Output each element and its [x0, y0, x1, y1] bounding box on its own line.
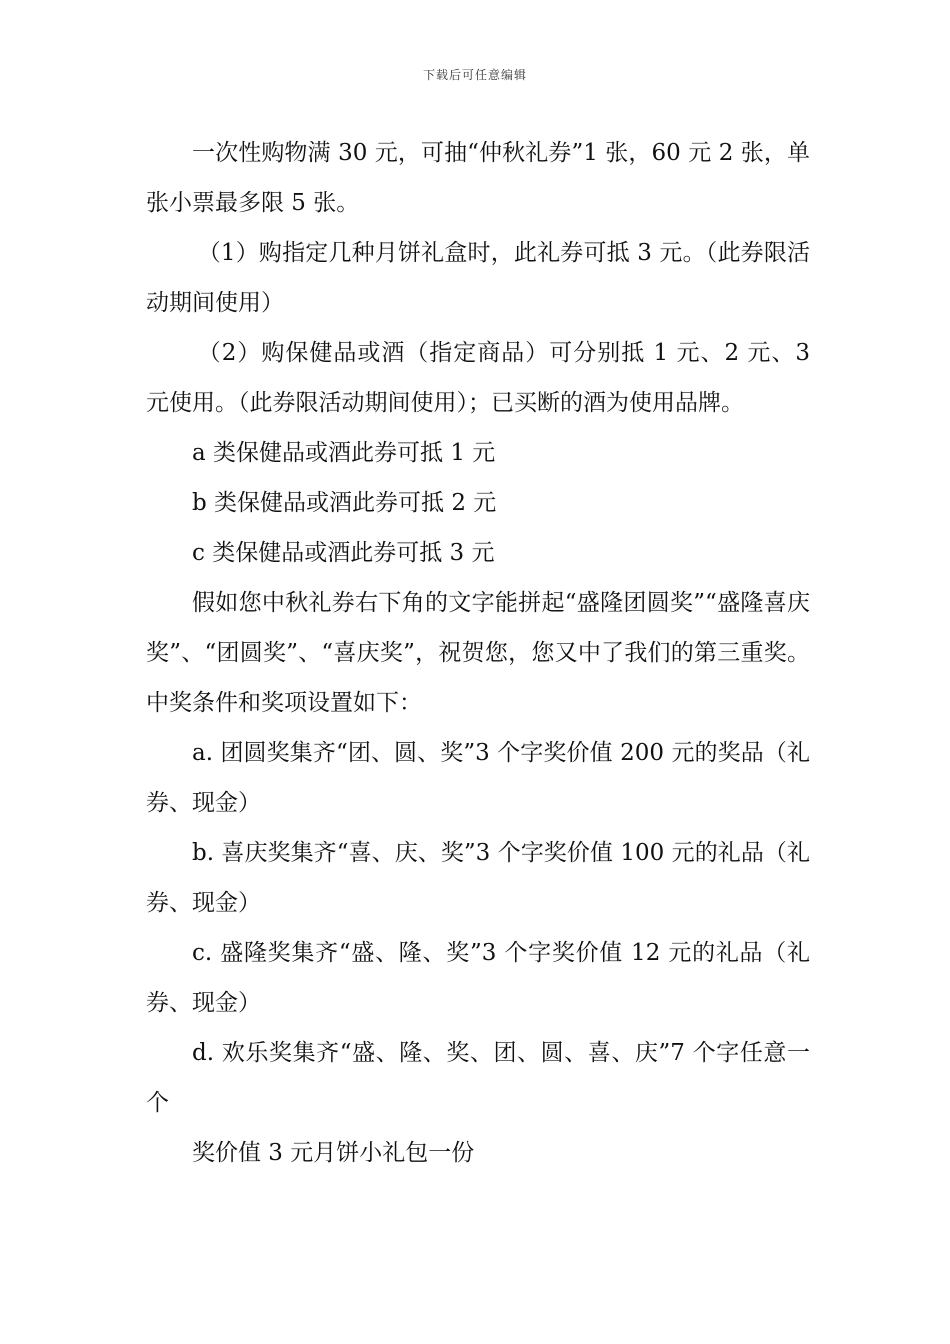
paragraph-mooncake-voucher: （1）购指定几种月饼礼盒时，此礼券可抵 3 元。（此券限活动期间使用）	[146, 240, 810, 316]
paragraph-shopping-rule: 一次性购物满 30 元，可抽“仲秋礼券”1 张，60 元 2 张，单张小票最多限 5 张。	[146, 140, 810, 216]
paragraph-class-b: b 类保健品或酒此券可抵 2 元	[192, 490, 497, 516]
paragraph-prize-d: d. 欢乐奖集齐“盛、隆、奖、团、圆、喜、庆”7 个字任意一个	[146, 1040, 810, 1116]
document-body	[146, 128, 810, 1178]
paragraph-prize-c: c. 盛隆奖集齐“盛、隆、奖”3 个字奖价值 12 元的礼品（礼券、现金）	[146, 940, 810, 1016]
paragraph-third-prize-intro: 假如您中秋礼券右下角的文字能拼起“盛隆团圆奖”“盛隆喜庆奖”、“团圆奖”、“喜庆奖”，祝贺您，您又中了我们的第三重奖。中奖条件和奖项设置如下：	[146, 590, 810, 716]
paragraph-prize-d-reward: 奖价值 3 元月饼小礼包一份	[192, 1140, 475, 1166]
paragraph-class-a: a 类保健品或酒此券可抵 1 元	[192, 440, 496, 466]
paragraph-health-wine-voucher: （2）购保健品或酒（指定商品）可分别抵 1 元、2 元、3 元使用。（此券限活动期间使用）；已买断的酒为使用品牌。	[146, 340, 810, 416]
paragraph-class-c: c 类保健品或酒此券可抵 3 元	[192, 540, 495, 566]
paragraph-prize-a: a. 团圆奖集齐“团、圆、奖”3 个字奖价值 200 元的奖品（礼券、现金）	[146, 740, 810, 816]
paragraph-prize-b: b. 喜庆奖集齐“喜、庆、奖”3 个字奖价值 100 元的礼品（礼券、现金）	[146, 840, 810, 916]
page-header-note: 下载后可任意编辑	[422, 68, 527, 82]
